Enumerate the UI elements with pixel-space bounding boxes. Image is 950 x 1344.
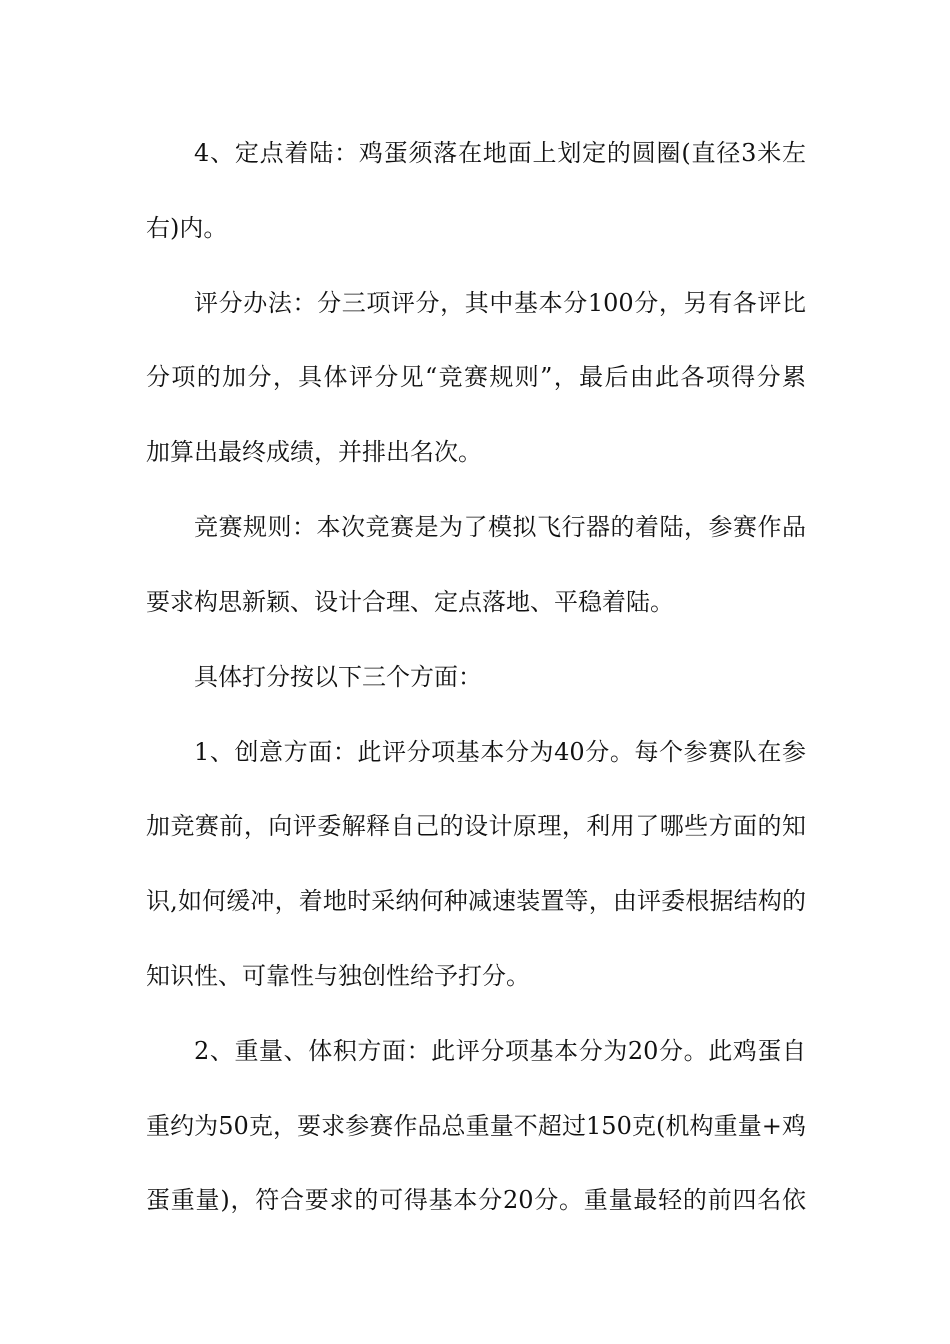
text-line: 识,如何缓冲，着地时采纳何种减速装置等，由评委根据结构的 — [146, 887, 806, 915]
text-line: 知识性、可靠性与独创性给予打分。 — [146, 962, 530, 990]
text-line: 加算出最终成绩，并排出名次。 — [146, 438, 482, 466]
text-line: 评分办法：分三项评分，其中基本分100分，另有各评比 — [194, 289, 806, 317]
text-line: 加竞赛前，向评委解释自己的设计原理，利用了哪些方面的知 — [146, 812, 806, 840]
text-line: 重约为50克，要求参赛作品总重量不超过150克(机构重量+鸡 — [146, 1112, 806, 1140]
text-line: 要求构思新颖、设计合理、定点落地、平稳着陆。 — [146, 588, 674, 616]
text-line: 4、定点着陆：鸡蛋须落在地面上划定的圆圈(直径3米左 — [194, 139, 806, 167]
text-line: 蛋重量)，符合要求的可得基本分20分。重量最轻的前四名依 — [146, 1186, 806, 1214]
text-line: 分项的加分，具体评分见“竞赛规则”，最后由此各项得分累 — [146, 363, 806, 391]
text-line: 2、重量、体积方面：此评分项基本分为20分。此鸡蛋自 — [194, 1037, 806, 1065]
text-line: 右)内。 — [146, 214, 228, 242]
text-line: 竞赛规则：本次竞赛是为了模拟飞行器的着陆，参赛作品 — [194, 513, 806, 541]
text-line: 具体打分按以下三个方面： — [194, 663, 482, 691]
text-line: 1、创意方面：此评分项基本分为40分。每个参赛队在参 — [194, 738, 806, 766]
